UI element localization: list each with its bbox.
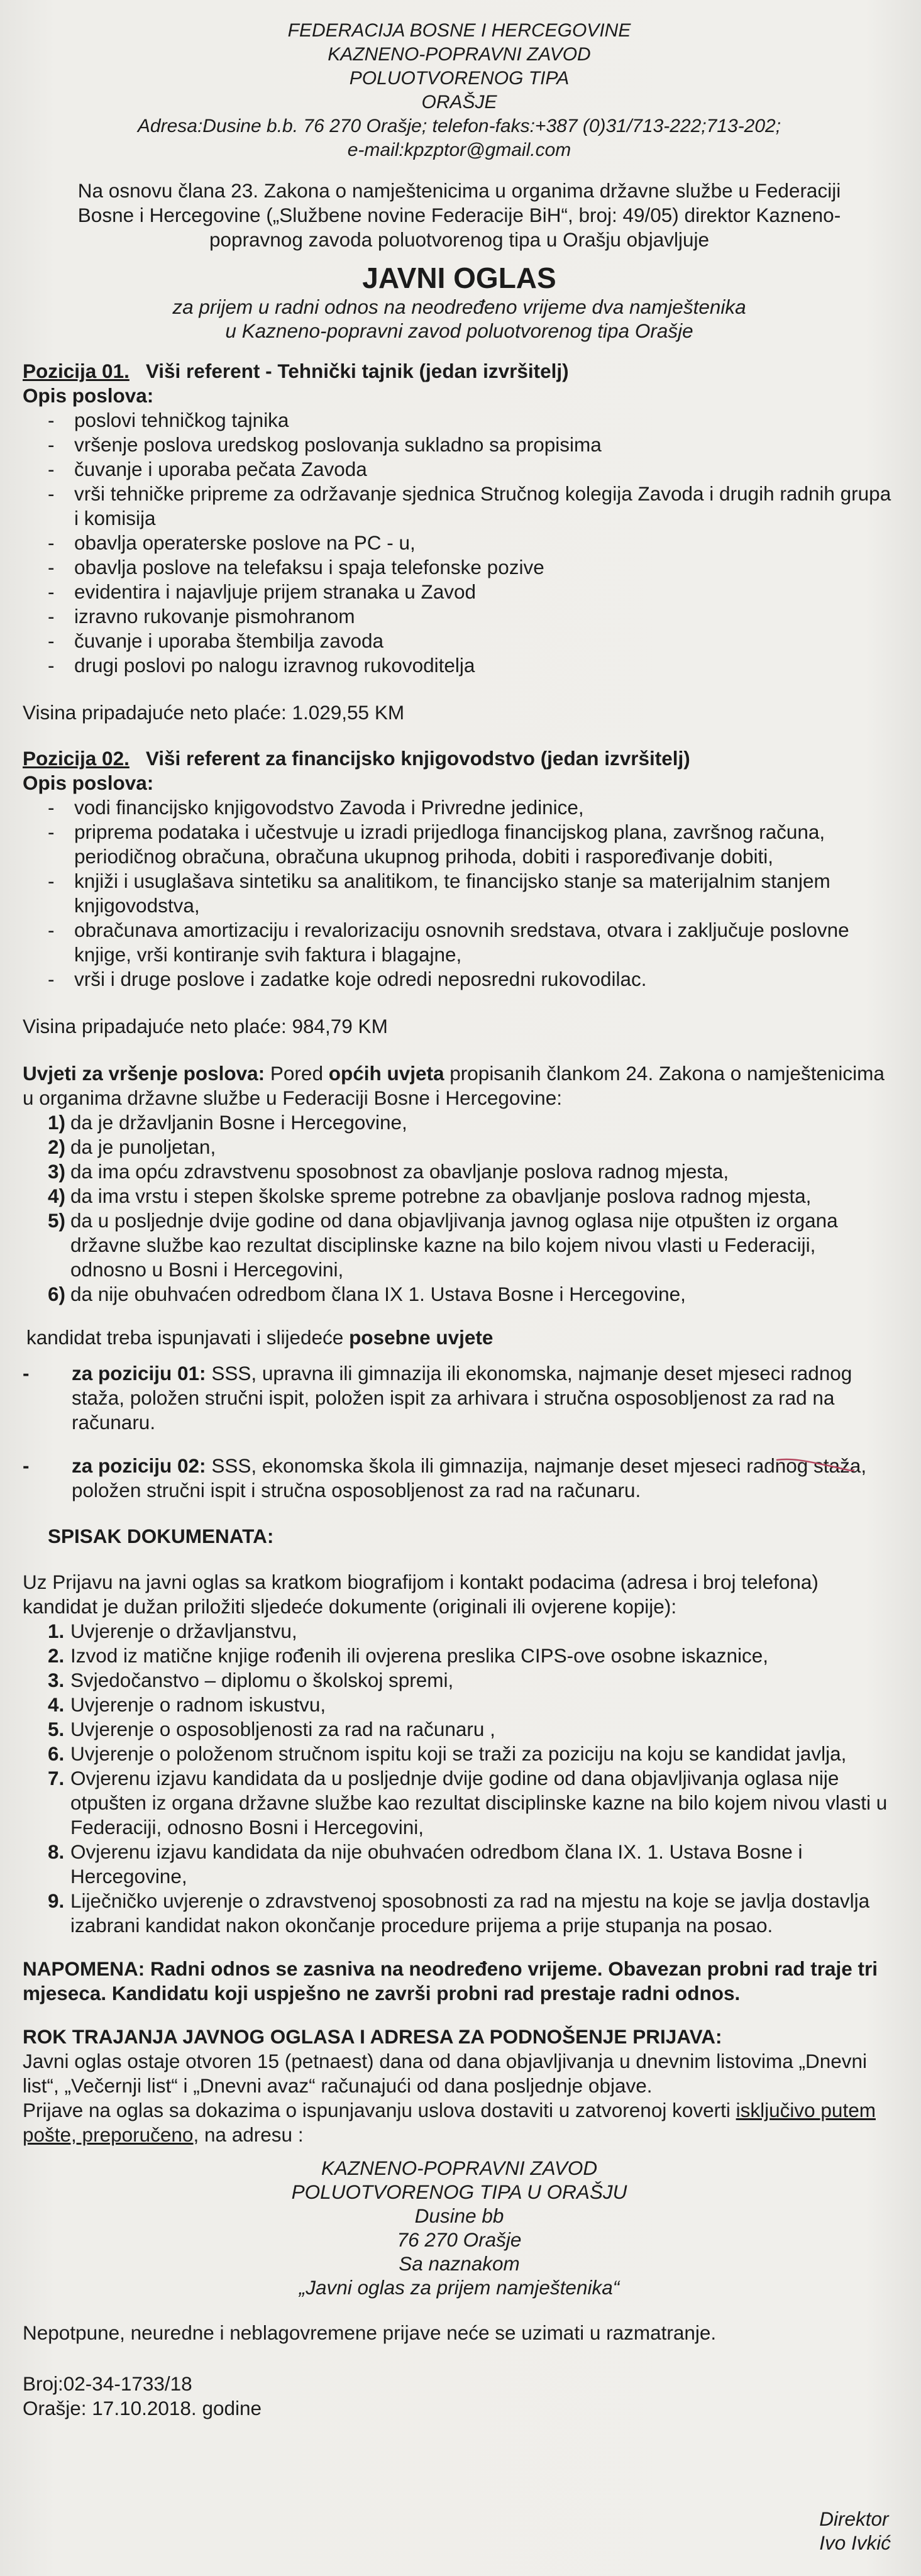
header-address: Adresa:Dusine b.b. 76 270 Orašje; telefon-faks:+387 (0)31/713-222;713-202; (137, 116, 781, 136)
submission-text-b: , na adresu : (193, 2123, 304, 2146)
document-item (48, 1840, 896, 1889)
condition-number: 4) (48, 1185, 66, 1207)
position-2-heading (23, 746, 896, 771)
document-number: 1. (48, 1620, 65, 1642)
requirement-text: SSS, ekonomska škola ili gimnazija, najmanje deset mjeseci radnog staža, položen stručni ispit i stručna osposobljenost za rad na računaru. (72, 1454, 867, 1501)
document-number: 8. (48, 1840, 65, 1863)
signature-block (819, 2507, 891, 2555)
duty-item: - izravno rukovanje pismohranom (48, 604, 896, 629)
duty-item: - poslovi tehničkog tajnika (48, 408, 896, 433)
address-line: „Javni oglas za prijem namještenika“ (299, 2276, 620, 2299)
header-line: ORAŠJE (421, 92, 497, 113)
condition-text: da je punoljetan, (70, 1136, 216, 1158)
condition-item (48, 1184, 896, 1208)
special-conditions-intro (23, 1325, 896, 1350)
position-2-name: Viši referent za financijsko knjigovodstvo (jedan izvršitelj) (145, 747, 690, 770)
condition-number: 2) (48, 1136, 66, 1158)
deadline-text: Javni oglas ostaje otvoren 15 (petnaest) dana od dana objavljivanja u dnevnim listovima „Dnevni list“, „Večernji list“ i „Dnevni avaz“ računajući od dana posljednje objave. (23, 2050, 868, 2097)
duty-item: - evidentira i najavljuje prijem stranaka u Zavod (48, 580, 896, 604)
conditions-text-b: propisanih člankom 24. Zakona o namještenicima u organima državne službe u Federaciji Bosne i Hercegovine: (23, 1062, 885, 1109)
condition-text: da ima opću zdravstvenu sposobnost za obavljanje poslova radnog mjesta, (70, 1160, 729, 1183)
duty-item: - obavlja operaterske poslove na PC - u, (48, 531, 896, 555)
condition-number: 1) (48, 1111, 66, 1134)
intro-paragraph (23, 179, 896, 252)
condition-text: da ima vrstu i stepen školske spreme potrebne za obavljanje poslova radnog mjesta, (70, 1185, 812, 1207)
position-2-duties-label: Opis poslova: (23, 771, 154, 794)
submission-text-a: Prijave na oglas sa dokazima o ispunjavanju uslova dostaviti u zatvorenoj koverti (23, 2099, 736, 2121)
document-item (48, 1668, 896, 1693)
position-1-name: Viši referent - Tehnički tajnik (jedan izvršitelj) (145, 360, 569, 382)
intro-line: Bosne i Hercegovine („Službene novine Federacije BiH“, broj: 49/05) direktor Kazneno- (77, 204, 841, 226)
conditions-text-a: Pored (265, 1062, 329, 1085)
header-email: e-mail:kpzptor@gmail.com (347, 140, 571, 160)
submission-mail-only: isključivo putem pošte, preporučeno (23, 2099, 876, 2146)
institution-header (23, 19, 896, 162)
duty-item: - obračunava amortizaciju i revalorizaciju osnovnih sredstava, otvara i zaključuje poslovne knjige, vrši kontiranje svih faktura i blagajne, (48, 918, 896, 967)
position-1-heading (23, 359, 896, 384)
position-requirement (23, 1361, 896, 1435)
document-text: Ovjerenu izjavu kandidata da nije obuhvaćen odredbom člana IX. 1. Ustava Bosne i Hercegovine, (70, 1840, 803, 1888)
address-line: KAZNENO-POPRAVNI ZAVOD (321, 2157, 598, 2179)
document-text: Uvjerenje o položenom stručnom ispitu koji se traži za poziciju na koju se kandidat javlja, (70, 1742, 847, 1765)
document-text: Ovjerenu izjavu kandidata da u posljednje dvije godine od dana objavljivanja oglasa nije otpušten iz organa državne službe kao rezultat disciplinske kazne na bilo kojem nivou vlasti u Federaciji, odnosno Bosni i Hercegovini, (70, 1767, 888, 1838)
pen-mark-decoration (775, 1451, 856, 1476)
submission-instructions (23, 2098, 896, 2147)
document-text: Svjedočanstvo – diplomu o školskoj spremi, (70, 1669, 454, 1691)
special-conditions-text: kandidat treba ispunjavati i slijedeće (26, 1326, 350, 1349)
condition-item (48, 1208, 896, 1282)
general-conditions-list (23, 1110, 896, 1307)
header-line: POLUOTVORENOG TIPA (349, 68, 570, 89)
intro-line: Na osnovu člana 23. Zakona o namještenicima u organima državne službe u Federaciji (77, 179, 841, 202)
document-item (48, 1742, 896, 1766)
condition-number: 6) (48, 1283, 66, 1305)
submission-address (23, 2156, 896, 2299)
condition-number: 3) (48, 1160, 66, 1183)
duty-item: - vrši tehničke pripreme za održavanje sjednica Stručnog kolegija Zavoda i drugih radnih grupa i komisija (48, 482, 896, 531)
signature-role: Direktor (819, 2507, 889, 2530)
address-line: 76 270 Orašje (397, 2228, 522, 2251)
position-requirement (23, 1454, 896, 1503)
condition-text: da nije obuhvaćen odredbom člana IX 1. Ustava Bosne i Hercegovine, (70, 1283, 686, 1305)
duty-item: - drugi poslovi po nalogu izravnog rukovoditelja (48, 653, 896, 678)
document-number: 5. (48, 1718, 65, 1740)
napomena-note: NAPOMENA: Radni odnos se zasniva na neodređeno vrijeme. Obavezan probni rad traje tri mjeseca. Kandidatu koji uspješno ne završi probni rad prestaje radni odnos. (23, 1957, 878, 2004)
subtitle-line: za prijem u radni odnos na neodređeno vrijeme dva namještenika (172, 296, 746, 318)
document-text: Liječničko uvjerenje o zdravstvenoj sposobnosti za rad na mjestu na koje se javlja dostavlja izabrani kandidat nakon okončanje procedure prijema a prije stupanja na posao. (70, 1889, 870, 1937)
address-line: POLUOTVORENOG TIPA U ORAŠJU (291, 2181, 627, 2203)
document-number: 9. (48, 1889, 65, 1912)
position-2-duties (23, 795, 896, 992)
duty-item: - vrši i druge poslove i zadatke koje odredi neposredni rukovodilac. (48, 967, 896, 992)
requirement-label: za poziciju 01: (72, 1362, 206, 1385)
document-number: 7. (48, 1767, 65, 1789)
condition-text: da u posljednje dvije godine od dana objavljivanja javnog oglasa nije otpušten iz organa državne službe kao rezultat disciplinske kazne na bilo kojem nivou vlasti u Federaciji, odnosno u Bosni i Hercegovini, (70, 1209, 838, 1281)
document-item (48, 1766, 896, 1840)
condition-item (48, 1110, 896, 1135)
document-number: 6. (48, 1742, 65, 1765)
document-text: Uvjerenje o osposobljenosti za rad na računaru , (70, 1718, 495, 1740)
documents-intro: Uz Prijavu na javni oglas sa kratkom biografijom i kontakt podacima (adresa i broj telefona) kandidat je dužan priložiti sljedeće dokumente (originali ili ovjerene kopije): (23, 1571, 819, 1618)
duty-item: - vodi financijsko knjigovodstvo Zavoda i Privredne jedinice, (48, 795, 896, 820)
subtitle-line: u Kazneno-popravni zavod poluotvorenog tipa Orašje (225, 319, 693, 342)
document-item (48, 1644, 896, 1668)
deadline-heading: ROK TRAJANJA JAVNOG OGLASA I ADRESA ZA PODNOŠENJE PRIJAVA: (23, 2025, 722, 2048)
condition-item (48, 1135, 896, 1159)
announcement-subtitle (23, 295, 896, 343)
duty-item: - čuvanje i uporaba pečata Zavoda (48, 457, 896, 482)
duty-item: - vršenje poslova uredskog poslovanja sukladno sa propisima (48, 433, 896, 457)
duty-item: - priprema podataka i učestvuje u izradi prijedloga financijskog plana, završnog računa, periodičnog obračuna, obračuna ukupnog prihoda, dobiti i raspoređivanje dobiti, (48, 820, 896, 869)
header-line: FEDERACIJA BOSNE I HERCEGOVINE (287, 20, 631, 41)
document-text: Izvod iz matične knjige rođenih ili ovjerena preslika CIPS-ove osobne iskaznice, (70, 1644, 769, 1667)
requirement-label: za poziciju 02: (72, 1454, 206, 1477)
special-conditions-label: posebne uvjete (349, 1326, 494, 1349)
position-requirements-list (23, 1361, 896, 1503)
duty-item: - čuvanje i uporaba štembilja zavoda (48, 629, 896, 653)
condition-item (48, 1159, 896, 1184)
document-item (48, 1619, 896, 1644)
document-item (48, 1717, 896, 1742)
document-number: 3. (48, 1669, 65, 1691)
position-1-duties-label: Opis poslova: (23, 384, 154, 407)
reference-block (23, 2372, 896, 2421)
reference-number: Broj:02-34-1733/18 (23, 2372, 192, 2395)
condition-text: da je državljanin Bosne i Hercegovine, (70, 1111, 407, 1134)
duty-item: - knjiži i usuglašava sintetiku sa analitikom, te financijsko stanje sa materijalnim stanjem knjigovodstva, (48, 869, 896, 918)
position-1-number: Pozicija 01. (23, 360, 130, 382)
document-text: Uvjerenje o radnom iskustvu, (70, 1693, 326, 1716)
document-text: Uvjerenje o državljanstvu, (70, 1620, 297, 1642)
header-line: KAZNENO-POPRAVNI ZAVOD (328, 44, 591, 65)
conditions-general: općih uvjeta (328, 1062, 444, 1085)
condition-number: 5) (48, 1209, 66, 1232)
requirement-text: SSS, upravna ili gimnazija ili ekonomska, najmanje deset mjeseci radnog staža, položen stručni ispit, položen ispit za arhivara i stručna osposobljenost za rad na računaru. (72, 1362, 852, 1434)
conditions-paragraph (23, 1061, 896, 1110)
position-1-salary: Visina pripadajuće neto plaće: 1.029,55 KM (23, 701, 405, 724)
reference-date: Orašje: 17.10.2018. godine (23, 2397, 262, 2419)
condition-item (48, 1282, 896, 1307)
document-number: 2. (48, 1644, 65, 1667)
signature-name: Ivo Ivkić (819, 2531, 891, 2554)
duty-item: - obavlja poslove na telefaksu i spaja telefonske pozive (48, 555, 896, 580)
announcement-title: JAVNI OGLAS (362, 262, 556, 294)
position-1-duties (23, 408, 896, 678)
document-item (48, 1693, 896, 1717)
document-number: 4. (48, 1693, 65, 1716)
closing-note: Nepotpune, neuredne i neblagovremene prijave neće se uzimati u razmatranje. (23, 2321, 717, 2344)
conditions-label: Uvjeti za vršenje poslova: (23, 1062, 265, 1085)
dash-marker: - (23, 1362, 30, 1385)
position-2-salary: Visina pripadajuće neto plaće: 984,79 KM (23, 1015, 388, 1037)
documents-list (23, 1619, 896, 1938)
position-2-number: Pozicija 02. (23, 747, 130, 770)
address-line: Dusine bb (414, 2204, 504, 2227)
dash-marker: - (23, 1454, 30, 1477)
documents-heading: SPISAK DOKUMENATA: (48, 1525, 274, 1547)
intro-line: popravnog zavoda poluotvorenog tipa u Orašju objavljuje (209, 228, 710, 251)
document-item (48, 1889, 896, 1938)
address-line: Sa naznakom (399, 2252, 520, 2275)
